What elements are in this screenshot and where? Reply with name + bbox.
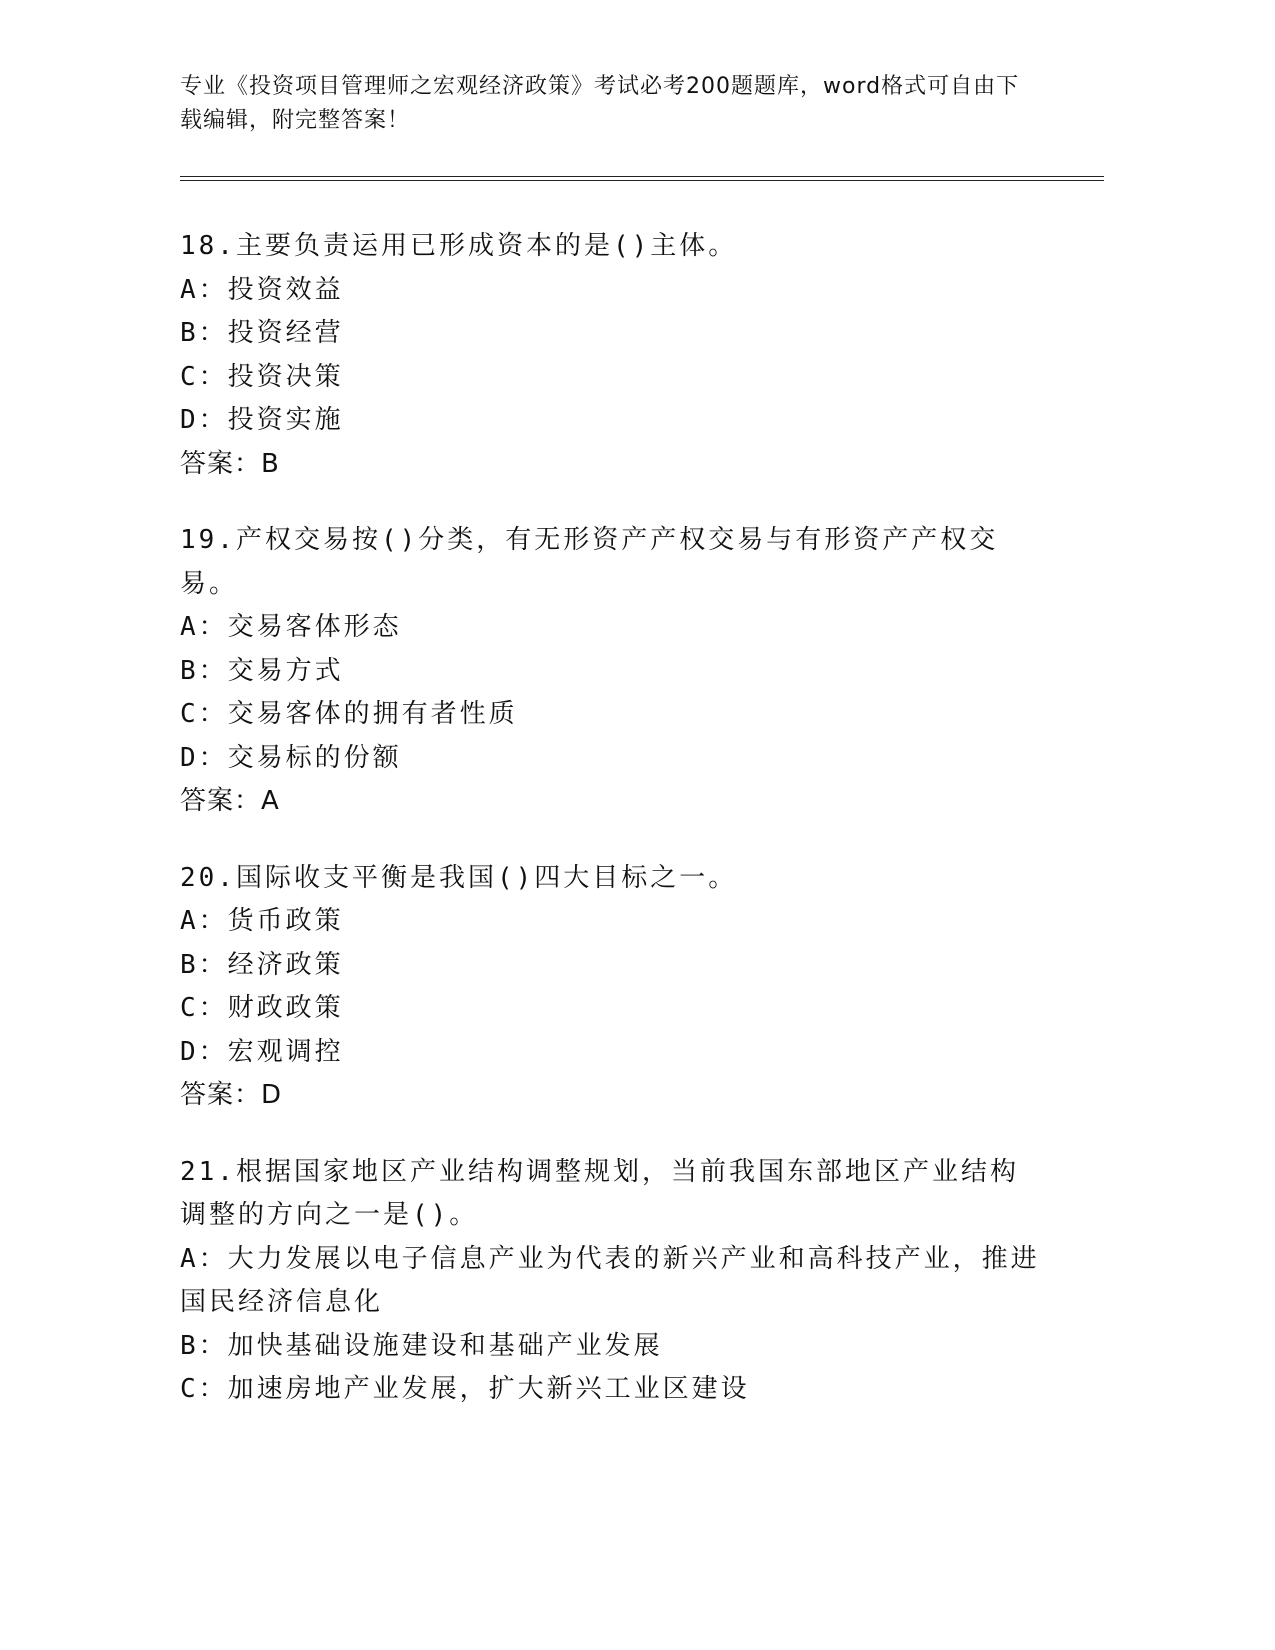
option-a: A：货币政策 <box>180 906 344 936</box>
question-21 <box>180 1151 1040 1412</box>
option-c: C：财政政策 <box>180 993 344 1023</box>
option-c: C：加速房地产业发展，扩大新兴工业区建设 <box>180 1374 750 1404</box>
option-d: D：投资实施 <box>180 405 344 435</box>
option-c: C：投资决策 <box>180 361 344 392</box>
question-text: 18.主要负责运用已形成资本的是()主体。 <box>180 231 738 261</box>
question-text: 21.根据国家地区产业结构调整规划，当前我国东部地区产业结构调整的方向之一是()。 <box>180 1156 1019 1230</box>
option-a: A：大力发展以电子信息产业为代表的新兴产业和高科技产业，推进国民经济信息化 <box>180 1243 1040 1317</box>
option-d: D：交易标的份额 <box>180 742 402 773</box>
answer: 答案：D <box>180 1080 283 1110</box>
option-b: B：加快基础设施建设和基础产业发展 <box>180 1330 663 1361</box>
document-header: 专业《投资项目管理师之宏观经济政策》考试必考200题题库，word格式可自由下载编辑，附完整答案！ <box>180 74 1020 133</box>
header-divider <box>180 176 1104 181</box>
question-19 <box>180 519 1040 824</box>
question-20 <box>180 857 1040 1118</box>
option-b: B：交易方式 <box>180 655 344 686</box>
option-b: B：投资经营 <box>180 318 344 348</box>
question-text: 19.产权交易按()分类，有无形资产产权交易与有形资产产权交易。 <box>180 525 999 599</box>
option-b: B：经济政策 <box>180 949 344 980</box>
question-list <box>180 225 1040 1445</box>
question-text: 20.国际收支平衡是我国()四大目标之一。 <box>180 862 738 893</box>
answer: 答案：A <box>180 786 280 816</box>
option-a: A：交易客体形态 <box>180 612 402 642</box>
answer: 答案：B <box>180 448 280 479</box>
option-d: D：宏观调控 <box>180 1036 344 1067</box>
option-c: C：交易客体的拥有者性质 <box>180 699 518 729</box>
option-a: A：投资效益 <box>180 274 344 305</box>
question-18 <box>180 225 1040 486</box>
